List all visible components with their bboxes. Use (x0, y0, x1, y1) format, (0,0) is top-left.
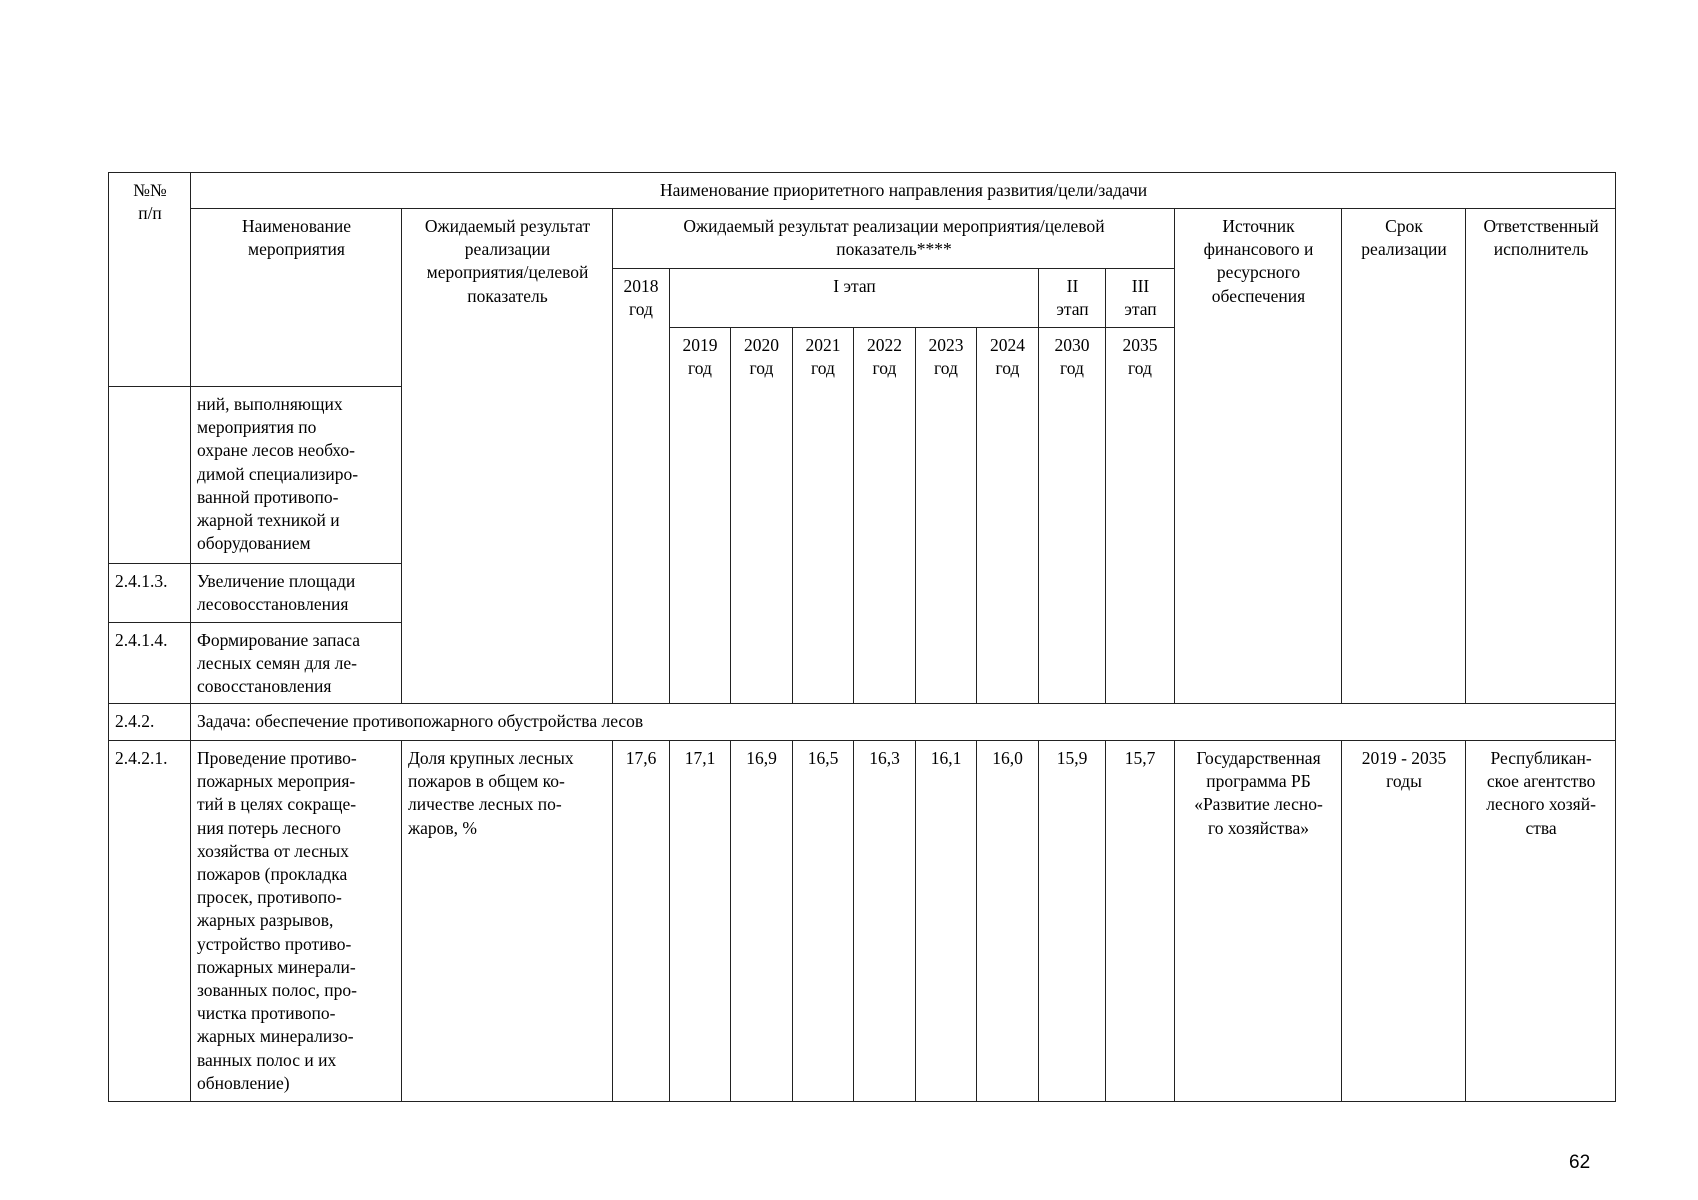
header-year-2021: 2021 год (793, 328, 854, 704)
header-term: Срок реализации (1342, 209, 1466, 704)
header-stage-3: III этап (1106, 269, 1175, 328)
value-2019: 17,1 (670, 741, 731, 1102)
value-2024: 16,0 (977, 741, 1039, 1102)
measure-text: Увеличение площади лесовосстановления (191, 564, 402, 623)
row-number: 2.4.2.1. (109, 741, 191, 1102)
header-measure: Наименование мероприятия (191, 209, 402, 387)
task-text: Задача: обеспечение противопожарного обустройства лесов (191, 704, 1616, 741)
plan-table (108, 172, 1616, 1102)
header-year-2022: 2022 год (854, 328, 916, 704)
header-year-2020: 2020 год (731, 328, 793, 704)
header-expected: Ожидаемый результат реализации мероприятия/целевой показатель (402, 209, 613, 704)
responsible-text: Республикан- ское агентство лесного хозяй- ства (1466, 741, 1616, 1102)
header-year-2018: 2018 год (613, 269, 670, 704)
header-priority: Наименование приоритетного направления развития/цели/задачи (191, 173, 1616, 209)
row-number-empty (109, 387, 191, 564)
header-expected-group: Ожидаемый результат реализации мероприятия/целевой показатель**** (613, 209, 1175, 269)
row-number: 2.4.1.3. (109, 564, 191, 623)
header-year-2023: 2023 год (916, 328, 977, 704)
value-2030: 15,9 (1039, 741, 1106, 1102)
task-row (109, 704, 1616, 741)
value-2021: 16,5 (793, 741, 854, 1102)
measure-text: Проведение противо- пожарных мероприя- тий в целях сокраще- ния потерь лесного хозяйства от лесных пожаров (прокладка просек, противопо- жарных разрывов, устройство противо- пожарных минерали- зованных полос, про- чистка противопо- жарных минерализо- ванных полос и их обновление) (191, 741, 402, 1102)
header-num: №№ п/п (109, 173, 191, 387)
header-responsible: Ответственный исполнитель (1466, 209, 1616, 704)
header-stage-2: II этап (1039, 269, 1106, 328)
row-number: 2.4.1.4. (109, 623, 191, 704)
value-2018: 17,6 (613, 741, 670, 1102)
header-year-2019: 2019 год (670, 328, 731, 704)
value-2022: 16,3 (854, 741, 916, 1102)
indicator-text: Доля крупных лесных пожаров в общем ко- личестве лесных по- жаров, % (402, 741, 613, 1102)
header-year-2030: 2030 год (1039, 328, 1106, 704)
table-row (109, 741, 1616, 1102)
value-2020: 16,9 (731, 741, 793, 1102)
header-year-2035: 2035 год (1106, 328, 1175, 704)
header-row-2 (109, 209, 1616, 269)
header-row-1 (109, 173, 1616, 209)
page-number: 62 (1569, 1152, 1591, 1173)
value-2035: 15,7 (1106, 741, 1175, 1102)
measure-text-continued: ний, выполняющих мероприятия по охране лесов необхо- димой специализиро- ванной противопо- жарной техникой и оборудованием (191, 387, 402, 564)
source-text: Государственная программа РБ «Развитие лесно- го хозяйства» (1175, 741, 1342, 1102)
term-text: 2019 - 2035 годы (1342, 741, 1466, 1102)
value-2023: 16,1 (916, 741, 977, 1102)
row-number: 2.4.2. (109, 704, 191, 741)
header-stage-1: I этап (670, 269, 1039, 328)
header-source: Источник финансового и ресурсного обеспечения (1175, 209, 1342, 704)
header-year-2024: 2024 год (977, 328, 1039, 704)
measure-text: Формирование запаса лесных семян для ле- совосстановления (191, 623, 402, 704)
